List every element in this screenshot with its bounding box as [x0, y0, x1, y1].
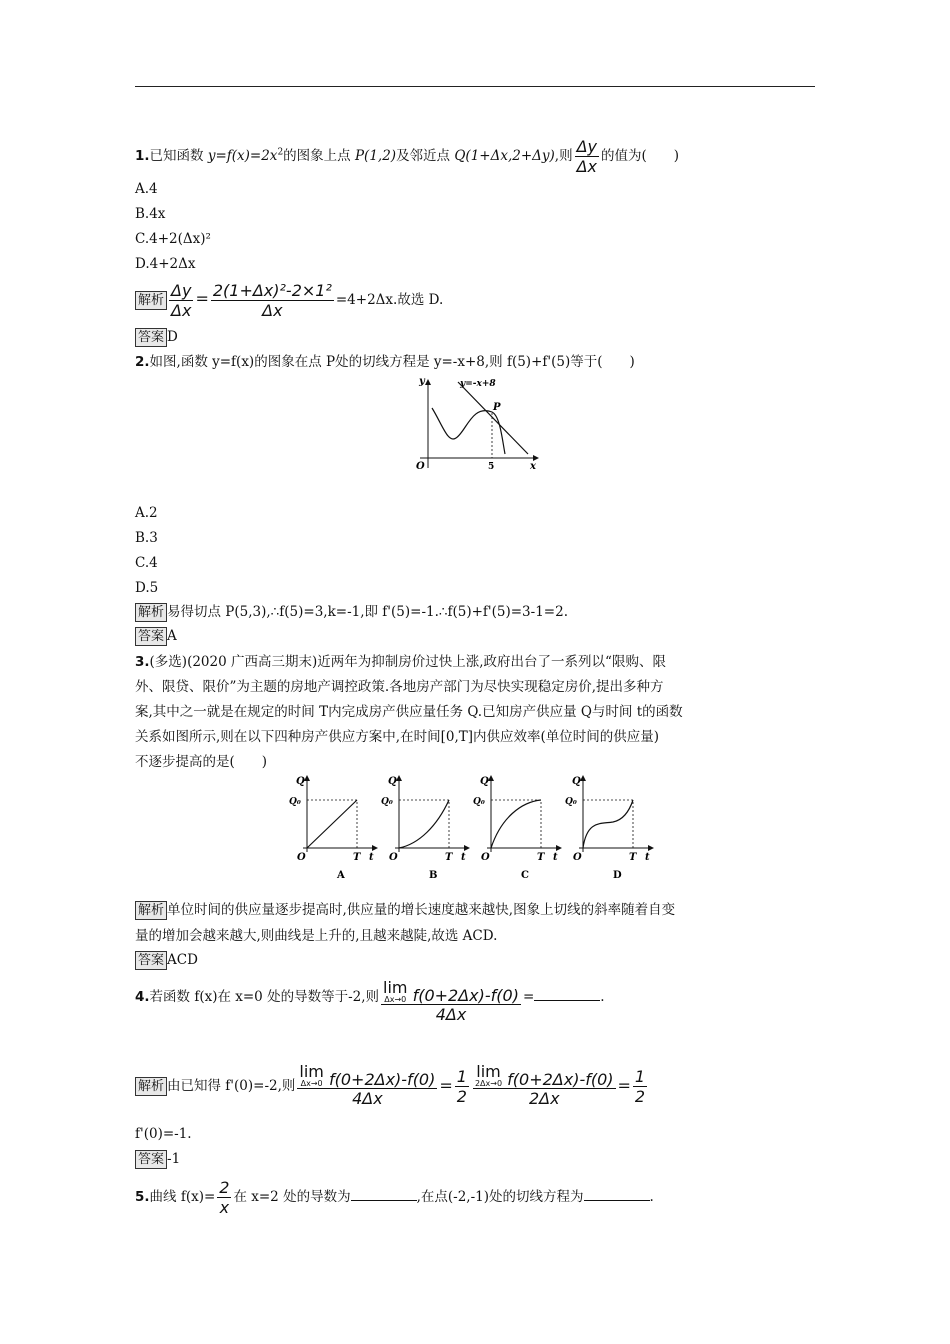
- q4-sol-half-2-den: 2: [634, 1086, 646, 1106]
- header-rule: [135, 86, 815, 87]
- q4-solution-label: 解析: [135, 1077, 167, 1096]
- q1-option-a: A.4: [135, 181, 158, 197]
- q2-answer: [135, 626, 177, 646]
- q1-solution-label: 解析: [135, 291, 167, 310]
- q2-option-c: C.4: [135, 555, 158, 571]
- q5-frac-den: x: [219, 1198, 230, 1217]
- q1-function: y=f(x)=2x: [207, 148, 278, 164]
- q3-graph-a-origin: O: [297, 852, 306, 863]
- q4-sol-frac-1-num: f(0+2Δx)-f(0): [328, 1070, 436, 1089]
- q2-origin: O: [416, 461, 425, 472]
- q2-y-label: y: [419, 376, 425, 387]
- q1-fraction: [575, 137, 599, 176]
- q3-figures: [285, 768, 665, 883]
- q4-sol-frac-2-den: 2Δx: [528, 1089, 560, 1108]
- q4-frac-den: 4Δx: [435, 1005, 467, 1024]
- q4-sol-lim-2: [475, 1064, 502, 1088]
- q3-graph-b-origin: O: [389, 852, 398, 863]
- q3-graph-c-origin: O: [481, 852, 490, 863]
- q2-p-label: P: [493, 402, 501, 413]
- q3-graph-b-t-end: T: [445, 852, 453, 863]
- q4-sol-half-1-den: 2: [456, 1086, 467, 1106]
- q4-sol-half-2-num: 1: [634, 1066, 646, 1086]
- q4-text: 若函数 f(x)在 x=0 处的导数等于-2,则: [149, 989, 380, 1005]
- q3-graph-b-curve: [399, 800, 449, 848]
- q2-solution-text: 易得切点 P(5,3),∴f(5)=3,k=-1,即 f'(5)=-1.∴f(5)+f'(5)=3-1=2.: [167, 604, 568, 620]
- q1-answer: [135, 327, 178, 347]
- q5-fraction: [217, 1178, 231, 1217]
- q3-graph-d-guide: [583, 800, 633, 848]
- q4-solution: [135, 1064, 649, 1108]
- q1-text-c: 及邻近点: [396, 148, 455, 164]
- q1-text-a: 已知函数: [149, 148, 208, 164]
- q2-answer-value: A: [167, 628, 177, 644]
- q1-option-d: D.4+2Δx: [135, 256, 196, 272]
- q5-blank-2[interactable]: [584, 1186, 650, 1201]
- q1-number: 1.: [135, 148, 150, 164]
- q5-number: 5.: [135, 1189, 150, 1205]
- q2-curve: [432, 408, 505, 454]
- q5-end: .: [649, 1189, 654, 1205]
- q1-sol-rhs-den: Δx: [262, 301, 283, 320]
- q3-graph-d-origin: O: [573, 852, 582, 863]
- q2-option-a: A.2: [135, 505, 158, 521]
- q4-lim: [383, 980, 407, 1004]
- q1-solution: 解析 $\frac{\Delta y}{\Delta x}$ = $\frac{\text{2(1+Δx)²-2×1²}}{\Delta x}$ =4+2Δx.故选 D.: [135, 281, 443, 320]
- q3-graph-d-curve: [583, 800, 633, 848]
- q4-sol-lim-1: [299, 1064, 323, 1088]
- q3-solution-2: 量的增加会越来越大,则曲线是上升的,且越来越陡,故选 ACD.: [135, 928, 498, 944]
- q3-graph-c-t-label: t: [553, 852, 558, 863]
- q2-solution-label: 解析: [135, 603, 167, 622]
- q2-solution: [135, 602, 568, 622]
- q3-graph-b-t-label: t: [461, 852, 466, 863]
- q4-answer: [135, 1149, 180, 1169]
- q3-stem-line-1: [135, 652, 666, 672]
- q3-graph-c-guide: [491, 800, 541, 848]
- q2-stem: [135, 352, 635, 372]
- q4-stem: [135, 978, 605, 1024]
- q5-text-c: ,在点(-2,-1)处的切线方程为: [416, 1189, 584, 1205]
- q3-graph-a-t-end: T: [353, 852, 361, 863]
- q1-option-c: C.4+2(Δx)²: [135, 231, 211, 247]
- q3-graph-c-q0-label: Q₀: [473, 797, 485, 807]
- q1-exponent: 2: [277, 147, 284, 158]
- q4-sol-frac-2: [473, 1064, 616, 1108]
- q2-tangent-line: [458, 382, 528, 454]
- q3-graph-a-caption: A: [337, 870, 345, 881]
- q1-frac-num: Δy: [576, 137, 598, 156]
- q3-number: 3.: [135, 654, 150, 670]
- q3-graph-d-caption: D: [613, 870, 622, 881]
- q3-answer-label: 答案: [135, 951, 167, 970]
- q3-solution-label: 解析: [135, 901, 167, 920]
- q2-answer-label: 答案: [135, 627, 167, 646]
- q3-graph-d-t-label: t: [645, 852, 650, 863]
- q1-point-p: P(1,2): [354, 148, 397, 164]
- q1-frac-den: Δx: [576, 157, 598, 176]
- q4-answer-blank[interactable]: [534, 986, 600, 1001]
- q3-solution-text-1: 单位时间的供应量逐步提高时,供应量的增长速度越来越快,图象上切线的斜率随着自变: [167, 902, 676, 918]
- q4-sol-lim-word-1: lim: [299, 1062, 324, 1081]
- q1-stem: [135, 137, 679, 176]
- q5-frac-num: 2: [219, 1178, 230, 1197]
- q3-answer: [135, 950, 198, 970]
- q1-text-d: ,则: [554, 148, 573, 164]
- q1-answer-label: 答案: [135, 328, 167, 347]
- q3-graph-d-q-label: Q: [572, 776, 581, 787]
- q4-sol-half-1: [455, 1067, 469, 1106]
- q2-tick-5: 5: [488, 462, 495, 472]
- q3-stem-line-5: 不逐步提高的是( ): [135, 754, 268, 770]
- q4-lim-word: lim: [383, 978, 408, 997]
- q3-graph-a-q0-label: Q₀: [289, 797, 301, 807]
- q4-equals: =: [522, 989, 535, 1005]
- q1-sol-lhs: [169, 281, 193, 320]
- q1-text-b: 的图象上点: [283, 148, 355, 164]
- q4-solution-line-2: f'(0)=-1.: [135, 1126, 192, 1142]
- q3-graph-c-t-end: T: [537, 852, 545, 863]
- q3-graph-c-q-label: Q: [480, 776, 489, 787]
- q4-lim-sub: Δx→0: [384, 995, 407, 1004]
- q3-stem-line-4: 关系如图所示,则在以下四种房产供应方案中,在时间[0,T]内供应效率(单位时间的供应量): [135, 729, 660, 745]
- q1-answer-value: D: [167, 329, 178, 345]
- q3-stem-line-2: 外、限贷、限价”为主题的房地产调控政策.各地房产部门为尽快实现稳定房价,提出多种方: [135, 679, 664, 695]
- q2-figure: [410, 372, 545, 472]
- q2-option-b: B.3: [135, 530, 158, 546]
- q1-sol-lhs-den: Δx: [171, 301, 192, 320]
- q3-graph-a-q-label: Q: [296, 776, 305, 787]
- q3-graph-b-q0-label: Q₀: [381, 797, 393, 807]
- q4-sol-lim-sub-1: Δx→0: [300, 1079, 323, 1088]
- q5-text-a: 曲线 f(x)=: [149, 1189, 216, 1205]
- q5-blank-1[interactable]: [351, 1186, 417, 1201]
- q1-sol-rhs-num: 2(1+Δx)²-2×1²: [212, 281, 332, 300]
- q3-graph-a-curve: [307, 800, 357, 848]
- q1-option-b: B.4x: [135, 206, 166, 222]
- q3-stem-line-3: 案,其中之一就是在规定的时间 T内完成房产供应量任务 Q.已知房产供应量 Q与时间 t的函数: [135, 704, 683, 720]
- q3-graph-b-q-label: Q: [388, 776, 397, 787]
- q5-text-b: 在 x=2 处的导数为: [233, 1189, 351, 1205]
- q2-number: 2.: [135, 354, 150, 370]
- q1-text-e: 的值为( ): [601, 148, 680, 164]
- q4-answer-label: 答案: [135, 1150, 167, 1169]
- q1-point-q: Q(1+Δx,2+Δy): [454, 148, 555, 164]
- q5-stem: [135, 1178, 654, 1217]
- q4-sol-eq-1: =: [439, 1076, 453, 1095]
- q3-answer-value: ACD: [167, 952, 198, 968]
- q1-sol-rhs: [211, 281, 334, 320]
- q4-frac-num: f(0+2Δx)-f(0): [412, 986, 519, 1005]
- q4-number: 4.: [135, 989, 150, 1005]
- q3-solution-1: [135, 900, 675, 920]
- q4-sol-half-1-num: 1: [456, 1066, 467, 1086]
- q3-graph-b-guide: [399, 800, 449, 848]
- q3-graph-c-caption: C: [521, 870, 529, 881]
- q2-line-label: y=-x+8: [460, 379, 496, 389]
- q4-answer-value: -1: [167, 1151, 181, 1167]
- q3-graph-a-t-label: t: [369, 852, 374, 863]
- q3-text-1: (多选)(2020 广西高三期末)近两年为抑制房价过快上涨,政府出台了一系列以“限购、限: [149, 654, 666, 670]
- q1-sol-tail: =4+2Δx.故选 D.: [335, 292, 444, 308]
- q4-sol-lim-sub-2: 2Δx→0: [474, 1079, 503, 1088]
- q4-sol-frac-1: [297, 1064, 437, 1108]
- q3-graph-d-q0-label: Q₀: [565, 797, 577, 807]
- q4-sol-frac-1-den: 4Δx: [352, 1089, 383, 1108]
- q2-x-label: x: [530, 461, 536, 472]
- q4-fraction: [381, 980, 521, 1024]
- q4-end: .: [600, 989, 605, 1005]
- q4-sol-pre: 由已知得 f'(0)=-2,则: [167, 1078, 296, 1094]
- q1-sol-lhs-num: Δy: [171, 281, 192, 300]
- q3-graph-d-t-end: T: [629, 852, 637, 863]
- q2-option-d: D.5: [135, 580, 159, 596]
- q3-graph-c-curve: [491, 800, 541, 848]
- q3-graph-b-caption: B: [429, 870, 438, 881]
- q4-sol-eq-2: =: [617, 1076, 631, 1095]
- q2-text: 如图,函数 y=f(x)的图象在点 P处的切线方程是 y=-x+8,则 f(5)+f'(5)等于( ): [149, 354, 635, 370]
- q4-sol-half-2: [633, 1067, 647, 1106]
- q4-sol-frac-2-num: f(0+2Δx)-f(0): [507, 1070, 614, 1089]
- q4-sol-lim-word-2: lim: [476, 1062, 501, 1081]
